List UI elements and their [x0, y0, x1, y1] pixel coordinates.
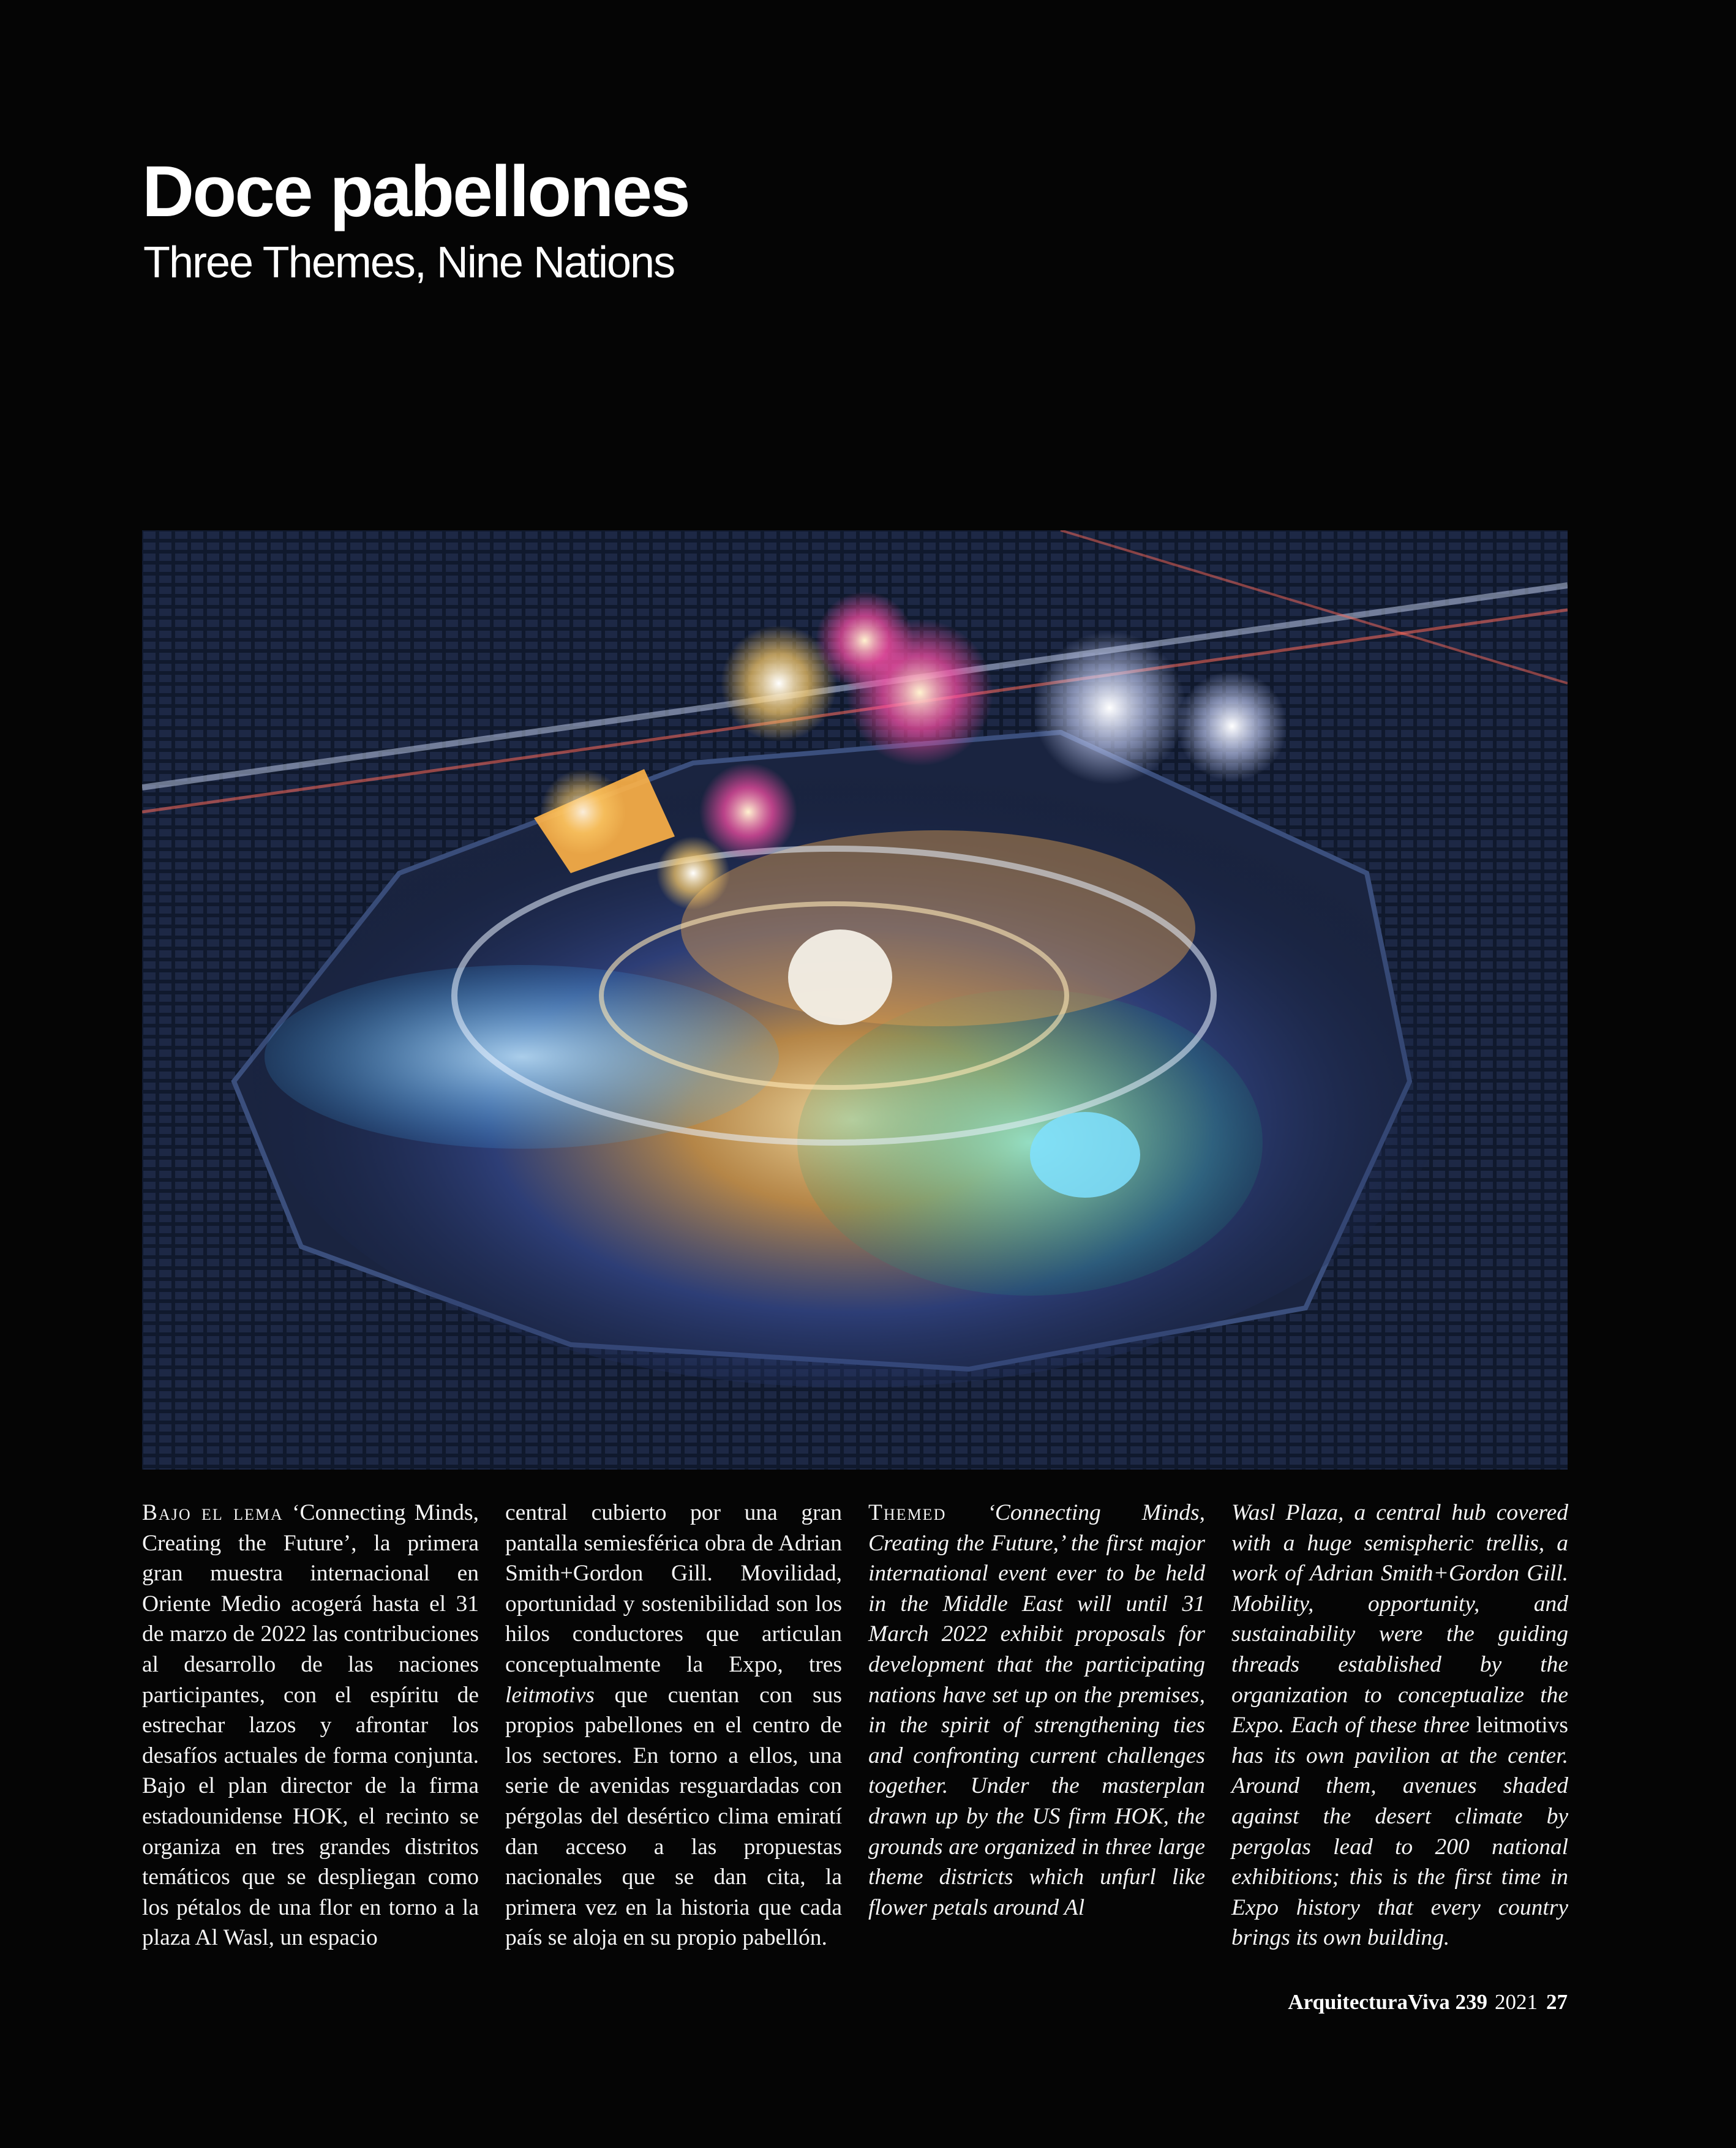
page-subtitle: Three Themes, Nine Nations: [143, 238, 675, 287]
body-text-es-1: ‘Connecting Minds, Creating the Future’, la primera gran muestra internacional en Oriente Medio acogerá hasta el 31 de marzo de 2022 las contribuciones al desarrollo de las naciones participantes, con el espíritu de estrechar lazos y afrontar los desafíos actuales de forma conjunta. Bajo el plan director de la firma estadounidense HOK, el recinto se organiza en tres grandes distritos temáticos que se despliegan como los pétalos de una flor en torno a la plaza Al Wasl, un espacio: [142, 1500, 479, 1951]
body-text-es-2a: central cubierto por una gran pantalla semiesférica obra de Adrian Smith+Gordon Gill. Movilidad, oportunidad y sostenibilidad son los hilos conductores que articulan conceptualmente la Expo, tres: [505, 1500, 842, 1677]
issue-year: 2021: [1495, 1990, 1538, 2014]
magazine-name: ArquitecturaViva 239: [1288, 1990, 1487, 2014]
aerial-night-photo: [142, 530, 1568, 1470]
page-footer: [1288, 1990, 1568, 2015]
page-number: 27: [1546, 1990, 1568, 2014]
page-title: Doce pabellones: [142, 151, 689, 232]
body-text-en-2b: has its own pavilion at the center. Around them, avenues shaded against the desert climate by pergolas lead to 200 national exhibitions; this is the first time in Expo history that every country brings its own building.: [1231, 1743, 1568, 1951]
lead-in-es: Bajo el lema: [142, 1500, 284, 1525]
body-text-en-2a: Wasl Plaza, a central hub covered with a huge semispheric trellis, a work of Adrian Smith+Gordon Gill. Mobility, opportunity, and sustainability were the guiding threads established by the organization to conceptualize the Expo. Each of these three: [1231, 1500, 1568, 1738]
body-column-es-1: [142, 1498, 479, 1953]
body-column-en-1: [868, 1498, 1205, 1923]
body-text-es-2b: que cuentan con sus propios pabellones en el centro de los sectores. En torno a ellos, una serie de avenidas resguardadas con pérgolas del desértico clima emiratí dan acceso a las propuestas nacionales que se dan cita, la primera vez en la historia que cada país se aloja en su propio pabellón.: [505, 1682, 842, 1951]
leitmotivs-es: leitmotivs: [505, 1682, 595, 1708]
body-text-en-1: ‘Connecting Minds, Creating the Future,’ the first major international event ever to be held in the Middle East will until 31 March 2022 exhibit proposals for development that the participating nations have set up on the premises, in the spirit of strengthening ties and confronting current challenges together. Under the masterplan drawn up by the US firm HOK, the grounds are organized in three large theme districts which unfurl like flower petals around Al: [868, 1500, 1205, 1920]
lead-in-en: Themed: [868, 1500, 947, 1525]
body-column-es-2: [505, 1498, 842, 1953]
leitmotivs-en: leitmotivs: [1476, 1713, 1568, 1738]
aerial-night-photo-icon: [142, 530, 1568, 1470]
body-column-en-2: [1231, 1498, 1568, 1953]
